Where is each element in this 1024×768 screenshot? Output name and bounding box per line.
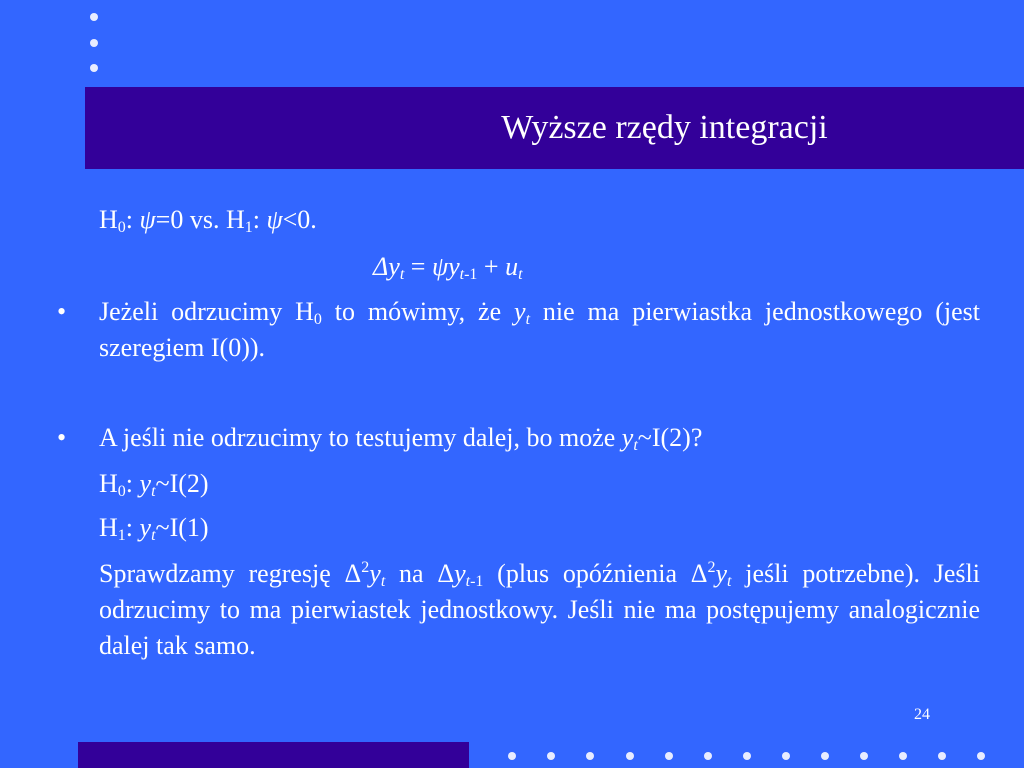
plus-sign: + — [477, 252, 506, 281]
decorative-dot — [899, 752, 907, 760]
bullet-1-text — [99, 294, 980, 366]
sub-t: t — [151, 483, 156, 500]
sub-t: t — [380, 573, 386, 590]
bullet-marker: • — [57, 423, 67, 452]
text-segment: nie ma pierwiastka jednostkowego (jest szeregiem I(0)). — [99, 297, 981, 362]
decorative-dot — [626, 752, 634, 760]
bottom-bar — [78, 742, 469, 768]
psi-symbol: ψ — [139, 205, 156, 234]
bullet-2-text — [99, 420, 702, 456]
colon: : — [252, 205, 267, 234]
equals-sign: = — [404, 252, 432, 281]
psi-symbol: ψ — [266, 205, 283, 234]
decorative-dot — [90, 64, 98, 72]
superscript: 2 — [361, 559, 370, 576]
var-y: y — [139, 513, 152, 542]
regression-paragraph — [99, 556, 980, 664]
text-segment: A jeśli nie odrzucimy to testujemy dalej, bo może — [99, 423, 622, 452]
text-segment: Sprawdzamy regresję Δ — [99, 559, 362, 588]
h0-label: H — [99, 469, 118, 498]
h1-label: H — [225, 205, 245, 234]
lt-zero-text: <0. — [282, 205, 317, 234]
var-y: y — [454, 559, 466, 588]
sub-t: t — [399, 266, 405, 283]
hypotheses-line — [99, 202, 317, 238]
var-y: y — [139, 469, 152, 498]
text-segment: ~I(1) — [155, 513, 209, 542]
text-segment: ~I(2)? — [637, 423, 703, 452]
var-y: y — [514, 297, 526, 326]
page-number: 24 — [914, 706, 930, 723]
psi-symbol: ψ — [431, 252, 449, 281]
dickey-fuller-equation — [373, 249, 523, 285]
text-segment: Jeżeli odrzucimy H — [99, 297, 314, 326]
decorative-dot — [938, 752, 946, 760]
slide-title: Wyższe rzędy integracji — [501, 109, 828, 146]
decorative-dot — [782, 752, 790, 760]
decorative-dot — [90, 13, 98, 21]
decorative-dot — [90, 39, 98, 47]
var-u: u — [505, 252, 519, 281]
decorative-dot — [860, 752, 868, 760]
h1-label: H — [99, 513, 118, 542]
bullet-marker: • — [57, 297, 67, 326]
text-segment: to mówimy, że — [321, 297, 515, 326]
title-bar — [85, 87, 1024, 169]
var-y: y — [369, 559, 381, 588]
superscript: 2 — [707, 559, 716, 576]
delta-symbol: Δ — [373, 252, 389, 281]
colon: : — [125, 205, 140, 234]
sub-t: t — [151, 527, 156, 544]
h1-hypothesis — [99, 510, 209, 546]
decorative-dot — [665, 752, 673, 760]
var-y: y — [621, 423, 634, 452]
sub-t: t — [727, 573, 732, 590]
sub-minus-one: -1 — [470, 573, 484, 590]
decorative-dot — [977, 752, 985, 760]
var-y: y — [388, 252, 400, 281]
decorative-dot — [547, 752, 555, 760]
decorative-dot — [704, 752, 712, 760]
h0-hypothesis — [99, 466, 209, 502]
h0-subscript: 0 — [117, 483, 126, 500]
colon: : — [125, 469, 140, 498]
sub-t: t — [633, 437, 638, 454]
decorative-dot — [508, 752, 516, 760]
text-segment: jeśli potrzebne). Jeśli odrzucimy to ma pierwiastek jednostkowy. Jeśli nie ma postępujemy analogicznie dalej tak samo. — [99, 559, 980, 660]
h1-subscript: 1 — [244, 219, 253, 236]
text-segment: (plus opóźnienia Δ — [483, 559, 708, 588]
text-segment: ~I(2) — [155, 469, 209, 498]
sub-t: t — [525, 311, 531, 328]
text-segment: na Δ — [385, 559, 455, 588]
var-y: y — [715, 559, 728, 588]
h0-subscript: 0 — [117, 219, 126, 236]
decorative-dot — [743, 752, 751, 760]
sub-t: t — [518, 266, 523, 283]
var-y: y — [448, 252, 460, 281]
sub-minus-one: -1 — [464, 266, 478, 283]
decorative-dot — [821, 752, 829, 760]
colon: : — [125, 513, 140, 542]
subscript: 0 — [313, 311, 322, 328]
eq-zero-text: =0 vs. — [155, 205, 226, 234]
sub-t: t — [465, 573, 471, 590]
h0-label: H — [99, 205, 118, 234]
sub-t: t — [459, 266, 465, 283]
decorative-dot — [586, 752, 594, 760]
h1-subscript: 1 — [117, 527, 126, 544]
